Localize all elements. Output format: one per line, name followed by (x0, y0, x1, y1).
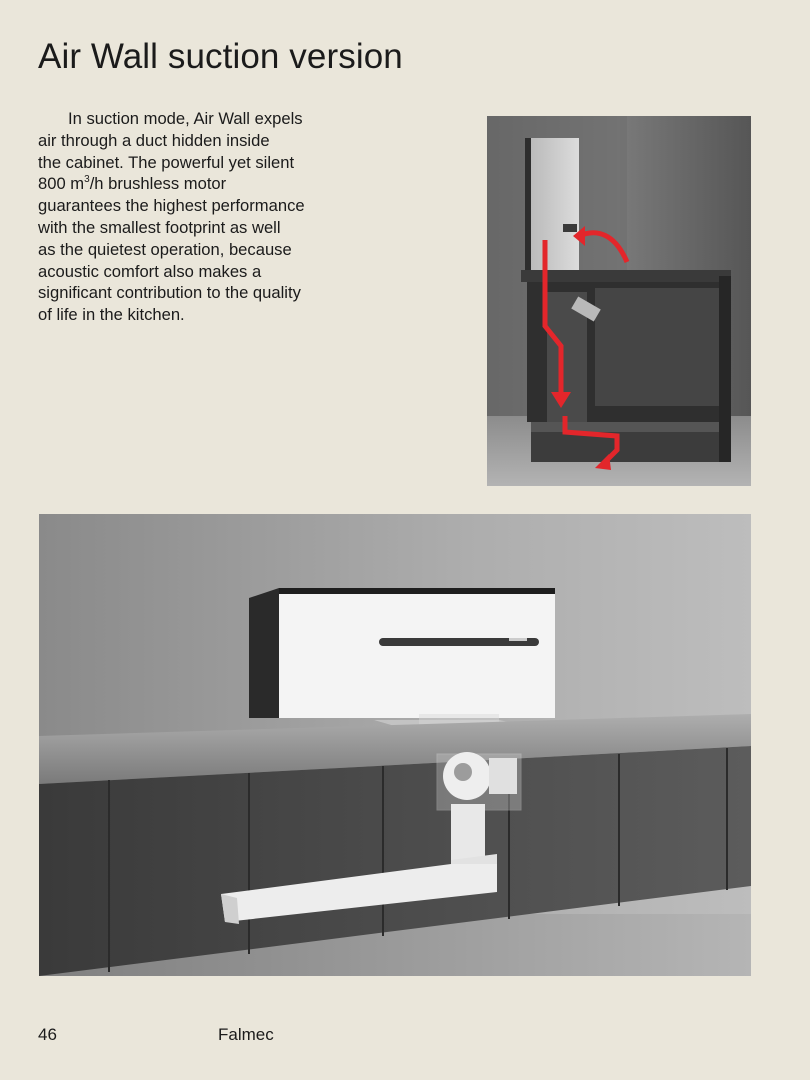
cabinet-cutaway-illustration (487, 116, 751, 486)
page-title: Air Wall suction version (38, 37, 403, 76)
body-line: In suction mode, Air Wall expels (68, 109, 303, 128)
air-wall-kitchen-illustration (39, 514, 751, 976)
body-line: guarantees the highest performance (38, 196, 305, 216)
motor-prefix: 800 m (38, 174, 85, 194)
body-line-motor (38, 173, 348, 195)
body-line: the cabinet. The powerful yet silent (38, 152, 295, 172)
body-line: acoustic comfort also makes a (38, 261, 262, 281)
brand-name: Falmec (218, 1025, 274, 1044)
cabinet-cutaway-photo (487, 116, 751, 486)
kitchen-product-photo (39, 514, 751, 976)
page-number: 46 (38, 1025, 57, 1044)
body-line: with the smallest footprint as well (38, 217, 281, 237)
body-line: as the quietest operation, because (38, 239, 292, 259)
motor-superscript: 3 (84, 174, 90, 186)
body-line: of life in the kitchen. (38, 305, 185, 325)
body-line: air through a duct hidden inside (38, 130, 270, 150)
motor-suffix: /h brushless motor (89, 174, 227, 194)
body-paragraph (38, 108, 348, 326)
body-line: significant contribution to the quality (38, 283, 301, 303)
